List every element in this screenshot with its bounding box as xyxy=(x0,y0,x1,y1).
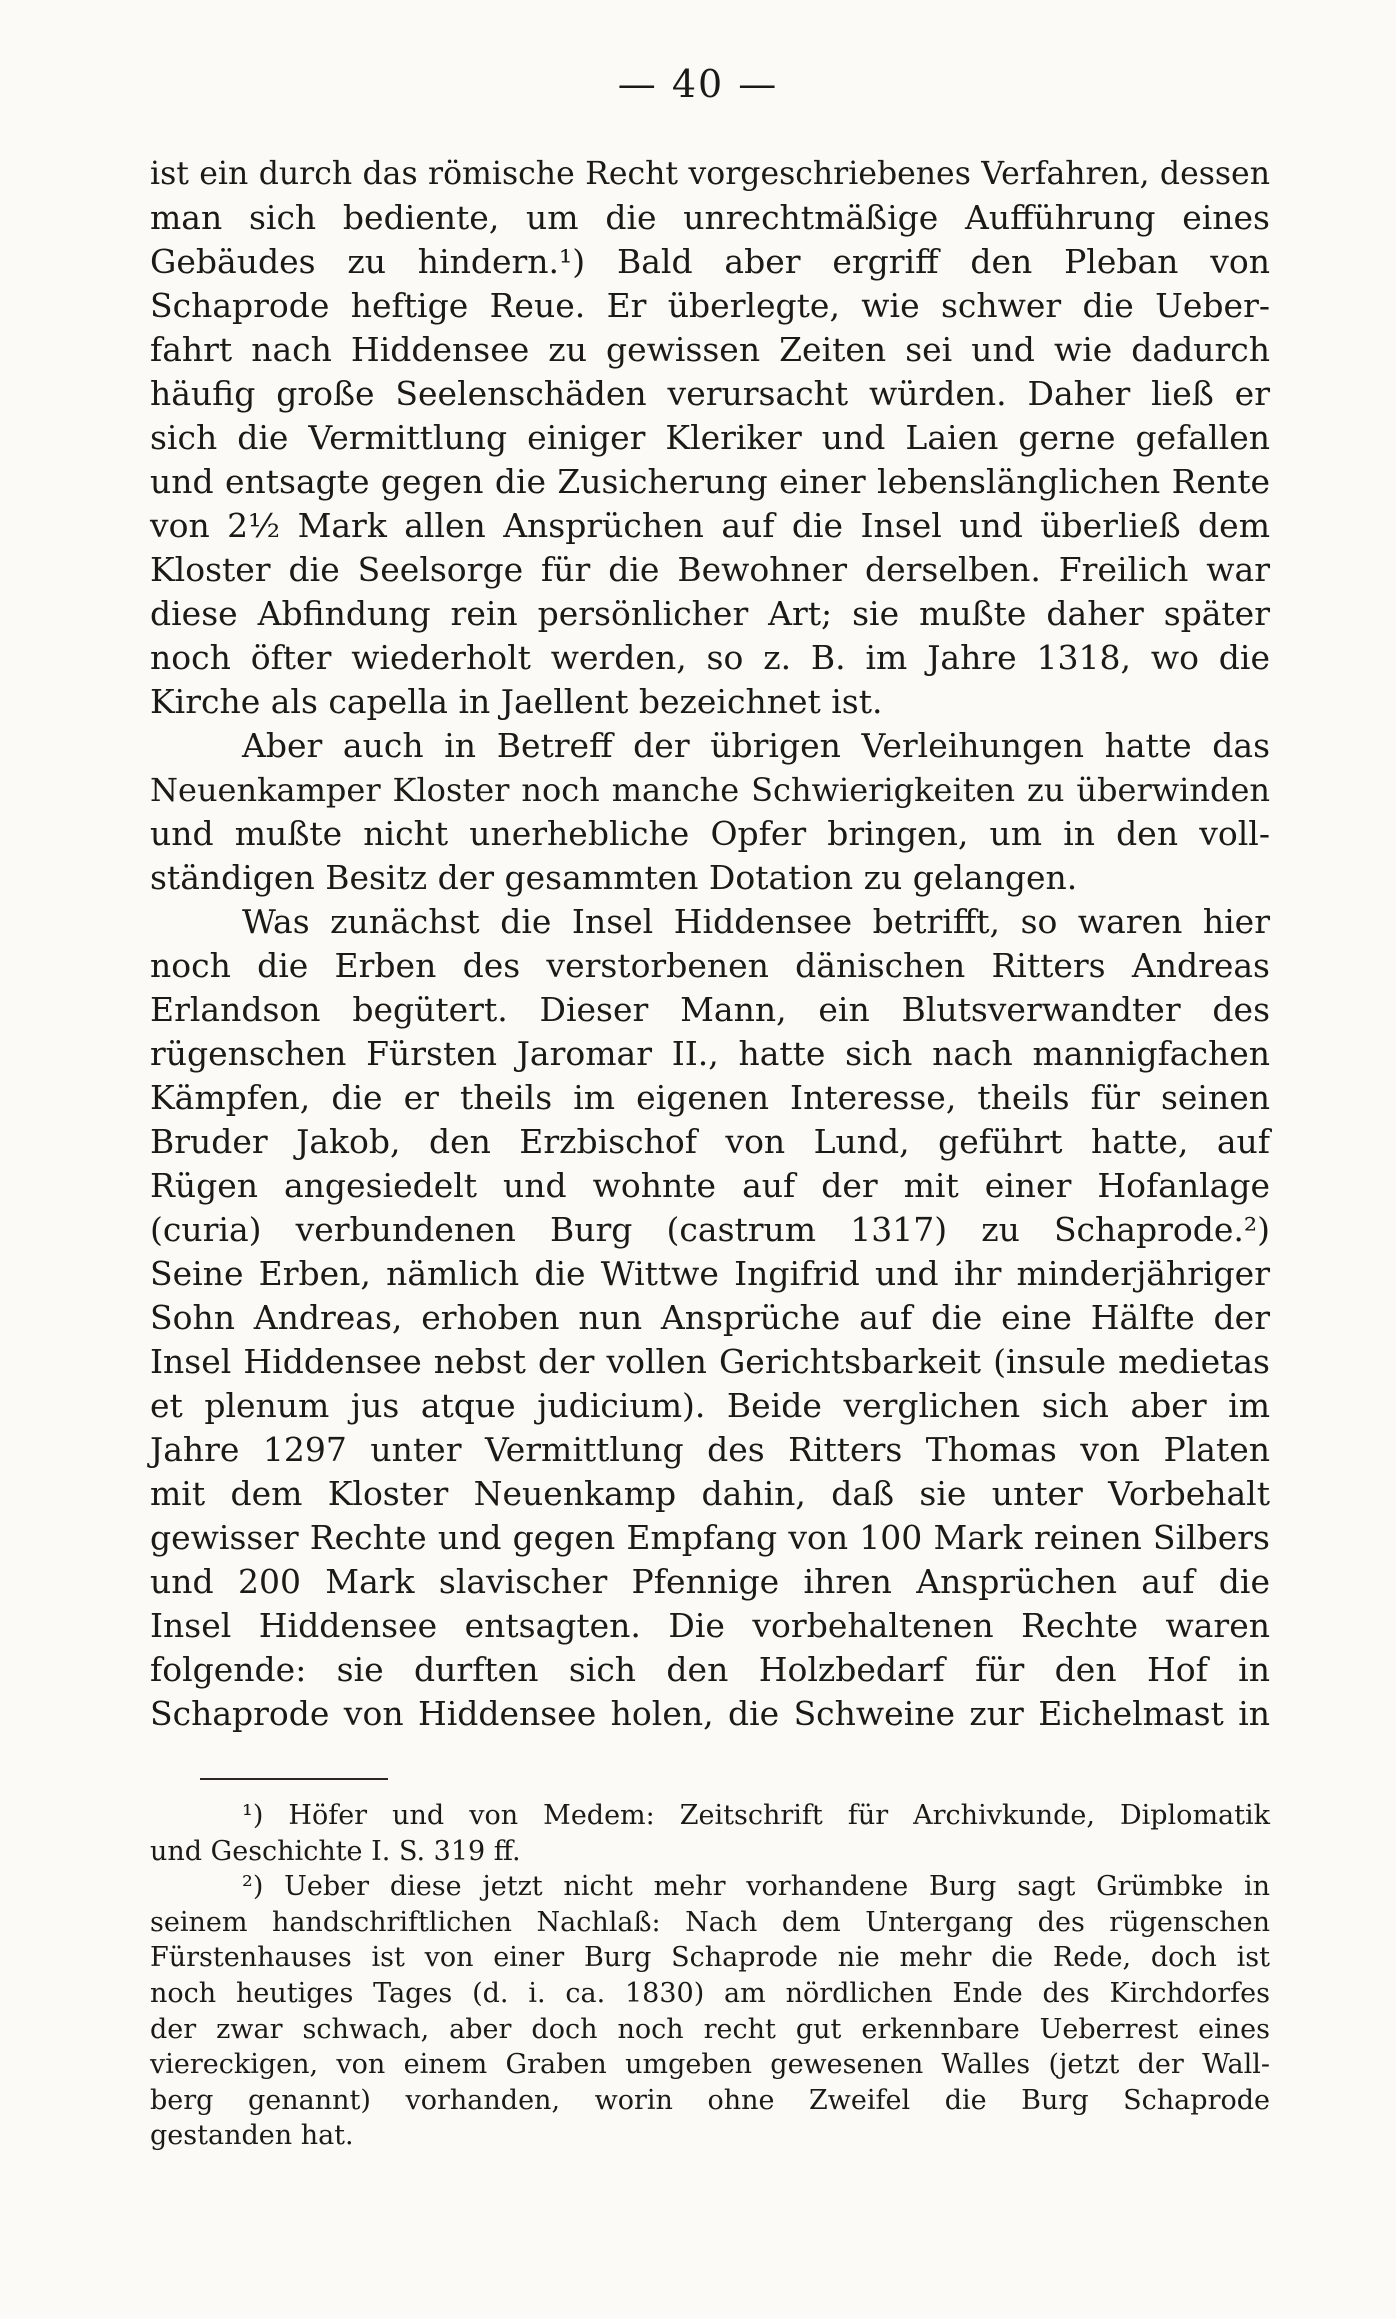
footnote-line: Fürstenhauses ist von einer Burg Schaprode nie mehr die Rede, doch ist xyxy=(150,1942,1270,1974)
body-line: Bruder Jakob, den Erzbischof von Lund, geführt hatte, auf xyxy=(150,1122,1270,1161)
body-line: Schaprode von Hiddensee holen, die Schweine zur Eichelmast in xyxy=(150,1694,1270,1733)
body-line: noch öfter wiederholt werden, so z. B. im Jahre 1318, wo die xyxy=(150,638,1270,677)
body-line: fahrt nach Hiddensee zu gewissen Zeiten sei und wie dadurch xyxy=(150,330,1270,369)
body-line: (curia) verbundenen Burg (castrum 1317) zu Schaprode.²) xyxy=(150,1210,1270,1249)
body-line: folgende: sie durften sich den Holzbedarf für den Hof in xyxy=(150,1650,1270,1689)
page-number: — 40 — xyxy=(617,62,779,106)
footnote-divider xyxy=(200,1778,388,1780)
body-line: ständigen Besitz der gesammten Dotation zu gelangen. xyxy=(150,858,1078,897)
body-line: Kämpfen, die er theils im eigenen Interesse, theils für seinen xyxy=(150,1078,1270,1117)
body-line: und 200 Mark slavischer Pfennige ihren Ansprüchen auf die xyxy=(150,1562,1270,1601)
body-line: Seine Erben, nämlich die Wittwe Ingifrid und ihr minderjähriger xyxy=(150,1254,1270,1293)
body-line: et plenum jus atque judicium). Beide verglichen sich aber im xyxy=(150,1386,1270,1425)
body-line: Neuenkamper Kloster noch manche Schwierigkeiten zu überwinden xyxy=(150,771,1270,809)
paragraph-start: Aber auch in Betreff der übrigen Verleihungen hatte das xyxy=(242,726,1270,765)
footnote-line: der zwar schwach, aber doch noch recht gut erkennbare Ueberrest eines xyxy=(150,2013,1270,2045)
body-text xyxy=(150,152,1270,1736)
body-line: Insel Hiddensee nebst der vollen Gerichtsbarkeit (insule medietas xyxy=(150,1342,1270,1381)
paragraph-start: Was zunächst die Insel Hiddensee betrifft, so waren hier xyxy=(242,902,1270,941)
body-line: Gebäudes zu hindern.¹) Bald aber ergriff den Pleban von xyxy=(150,242,1270,281)
footnote-line: seinem handschriftlichen Nachlaß: Nach dem Untergang des rügenschen xyxy=(150,1906,1270,1938)
body-line: und entsagte gegen die Zusicherung einer lebenslänglichen Rente xyxy=(150,462,1270,501)
footnote-line: noch heutiges Tages (d. i. ca. 1830) am nördlichen Ende des Kirchdorfes xyxy=(150,1977,1270,2009)
body-line: diese Abfindung rein persönlicher Art; sie mußte daher später xyxy=(150,594,1270,633)
footnote-1: ¹) Höfer und von Medem: Zeitschrift für Archivkunde, Diplomatik xyxy=(242,1800,1270,1831)
body-line: Erlandson begütert. Dieser Mann, ein Blutsverwandter des xyxy=(150,990,1270,1029)
body-line: Rügen angesiedelt und wohnte auf der mit einer Hofanlage xyxy=(150,1166,1270,1205)
body-line: noch die Erben des verstorbenen dänischen Ritters Andreas xyxy=(150,946,1270,985)
footnote-line: gestanden hat. xyxy=(150,2120,354,2152)
body-line: Insel Hiddensee entsagten. Die vorbehaltenen Rechte waren xyxy=(150,1606,1270,1645)
body-line: Sohn Andreas, erhoben nun Ansprüche auf die eine Hälfte der xyxy=(150,1298,1270,1337)
body-line: ist ein durch das römische Recht vorgeschriebenes Verfahren, dessen xyxy=(150,156,1270,192)
body-line: Jahre 1297 unter Vermittlung des Ritters Thomas von Platen xyxy=(150,1430,1270,1469)
body-line: Kloster die Seelsorge für die Bewohner derselben. Freilich war xyxy=(150,550,1270,589)
body-line: häufig große Seelenschäden verursacht würden. Daher ließ er xyxy=(150,374,1270,413)
footnote-line: und Geschichte I. S. 319 ff. xyxy=(150,1835,521,1867)
body-line: und mußte nicht unerhebliche Opfer bringen, um in den voll- xyxy=(150,814,1270,853)
body-line: gewisser Rechte und gegen Empfang von 100 Mark reinen Silbers xyxy=(150,1518,1270,1557)
body-line: sich die Vermittlung einiger Kleriker und Laien gerne gefallen xyxy=(150,418,1270,457)
body-line: mit dem Kloster Neuenkamp dahin, daß sie unter Vorbehalt xyxy=(150,1474,1270,1513)
footnote-line: berg genannt) vorhanden, worin ohne Zweifel die Burg Schaprode xyxy=(150,2084,1270,2116)
footnote-line: viereckigen, von einem Graben umgeben gewesenen Walles (jetzt der Wall- xyxy=(150,2049,1270,2081)
footnote-2: ²) Ueber diese jetzt nicht mehr vorhandene Burg sagt Grümbke in xyxy=(242,1871,1270,1903)
body-line: man sich bediente, um die unrechtmäßige Aufführung eines xyxy=(150,198,1270,237)
body-line: Schaprode heftige Reue. Er überlegte, wie schwer die Ueber- xyxy=(150,286,1270,325)
body-line: Kirche als capella in Jaellent bezeichnet ist. xyxy=(150,682,883,721)
body-line: von 2½ Mark allen Ansprüchen auf die Insel und überließ dem xyxy=(150,506,1270,545)
body-line: rügenschen Fürsten Jaromar II., hatte sich nach mannigfachen xyxy=(150,1034,1270,1073)
footnotes xyxy=(150,1798,1270,2154)
